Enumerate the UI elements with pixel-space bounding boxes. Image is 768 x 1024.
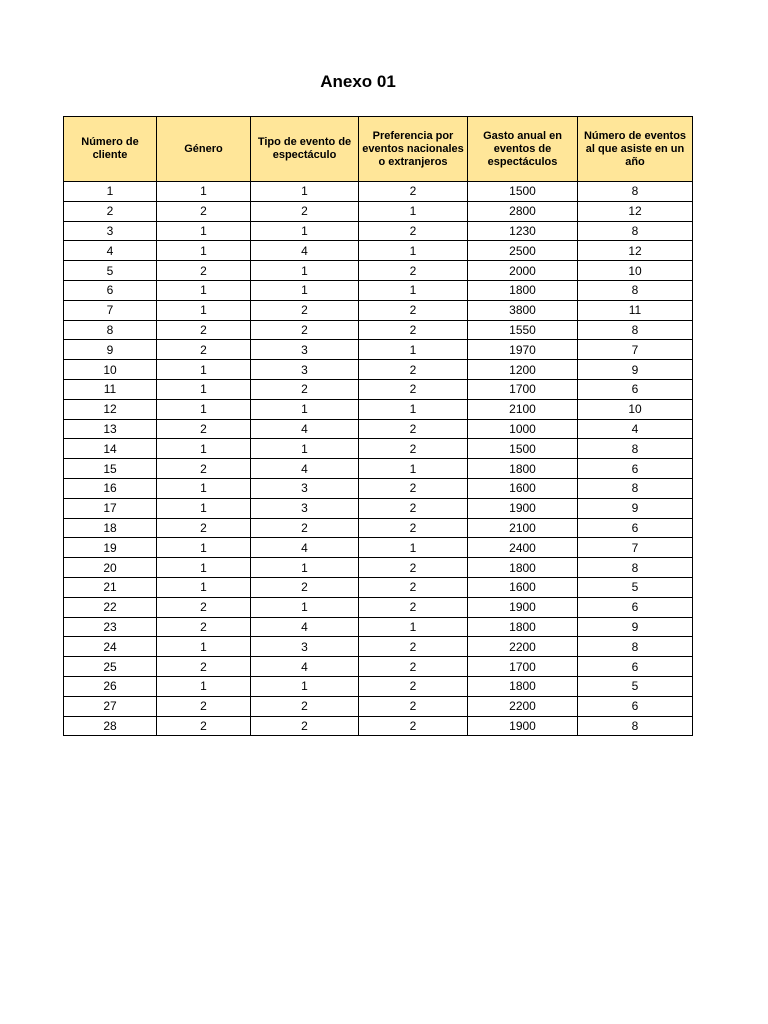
event-type-cell: 2 <box>251 300 359 320</box>
column-header-preference: Preferencia por eventos nacionales o extranjeros <box>359 117 468 182</box>
annual-spend-cell: 1800 <box>468 617 578 637</box>
preference-cell: 2 <box>359 182 468 202</box>
events-per-year-cell: 12 <box>578 241 693 261</box>
client-number-cell: 23 <box>64 617 157 637</box>
client-number-cell: 21 <box>64 577 157 597</box>
annual-spend-cell: 2000 <box>468 261 578 281</box>
preference-cell: 1 <box>359 617 468 637</box>
table-row <box>64 399 693 419</box>
preference-cell: 2 <box>359 637 468 657</box>
event-type-cell: 3 <box>251 360 359 380</box>
table-row <box>64 379 693 399</box>
table-row <box>64 201 693 221</box>
annual-spend-cell: 2200 <box>468 637 578 657</box>
client-number-cell: 24 <box>64 637 157 657</box>
events-per-year-cell: 10 <box>578 261 693 281</box>
gender-cell: 1 <box>157 221 251 241</box>
annual-spend-cell: 1700 <box>468 657 578 677</box>
events-per-year-cell: 8 <box>578 637 693 657</box>
preference-cell: 1 <box>359 399 468 419</box>
event-type-cell: 1 <box>251 221 359 241</box>
events-per-year-cell: 8 <box>578 320 693 340</box>
client-number-cell: 16 <box>64 478 157 498</box>
event-type-cell: 2 <box>251 696 359 716</box>
annual-spend-cell: 1000 <box>468 419 578 439</box>
client-number-cell: 8 <box>64 320 157 340</box>
event-type-cell: 3 <box>251 498 359 518</box>
annual-spend-cell: 1800 <box>468 676 578 696</box>
event-type-cell: 1 <box>251 399 359 419</box>
table-row <box>64 459 693 479</box>
events-per-year-cell: 8 <box>578 439 693 459</box>
table-row <box>64 597 693 617</box>
annual-spend-cell: 2100 <box>468 518 578 538</box>
preference-cell: 1 <box>359 201 468 221</box>
events-per-year-cell: 6 <box>578 518 693 538</box>
annual-spend-cell: 1600 <box>468 577 578 597</box>
annual-spend-cell: 1800 <box>468 558 578 578</box>
client-number-cell: 12 <box>64 399 157 419</box>
gender-cell: 1 <box>157 399 251 419</box>
annual-spend-cell: 1600 <box>468 478 578 498</box>
events-per-year-cell: 4 <box>578 419 693 439</box>
gender-cell: 2 <box>157 419 251 439</box>
table-row <box>64 320 693 340</box>
gender-cell: 1 <box>157 558 251 578</box>
client-number-cell: 15 <box>64 459 157 479</box>
table-row <box>64 538 693 558</box>
table-body <box>64 182 693 736</box>
client-number-cell: 5 <box>64 261 157 281</box>
gender-cell: 1 <box>157 676 251 696</box>
events-per-year-cell: 8 <box>578 182 693 202</box>
table-row <box>64 439 693 459</box>
column-header-annual-spend: Gasto anual en eventos de espectáculos <box>468 117 578 182</box>
preference-cell: 2 <box>359 716 468 736</box>
client-number-cell: 9 <box>64 340 157 360</box>
table-row <box>64 478 693 498</box>
preference-cell: 2 <box>359 419 468 439</box>
preference-cell: 2 <box>359 439 468 459</box>
gender-cell: 1 <box>157 241 251 261</box>
client-number-cell: 20 <box>64 558 157 578</box>
table-row <box>64 716 693 736</box>
gender-cell: 2 <box>157 597 251 617</box>
gender-cell: 2 <box>157 261 251 281</box>
table-row <box>64 280 693 300</box>
events-per-year-cell: 8 <box>578 478 693 498</box>
preference-cell: 2 <box>359 657 468 677</box>
gender-cell: 1 <box>157 439 251 459</box>
gender-cell: 1 <box>157 478 251 498</box>
event-type-cell: 3 <box>251 637 359 657</box>
table-row <box>64 360 693 380</box>
event-type-cell: 1 <box>251 280 359 300</box>
event-type-cell: 2 <box>251 716 359 736</box>
events-per-year-cell: 9 <box>578 360 693 380</box>
event-type-cell: 2 <box>251 518 359 538</box>
client-number-cell: 25 <box>64 657 157 677</box>
table-row <box>64 300 693 320</box>
gender-cell: 1 <box>157 300 251 320</box>
gender-cell: 2 <box>157 518 251 538</box>
annual-spend-cell: 1700 <box>468 379 578 399</box>
preference-cell: 1 <box>359 241 468 261</box>
events-per-year-cell: 7 <box>578 538 693 558</box>
event-type-cell: 2 <box>251 577 359 597</box>
preference-cell: 2 <box>359 597 468 617</box>
annual-spend-cell: 2800 <box>468 201 578 221</box>
events-per-year-cell: 6 <box>578 597 693 617</box>
client-number-cell: 18 <box>64 518 157 538</box>
client-number-cell: 2 <box>64 201 157 221</box>
preference-cell: 2 <box>359 558 468 578</box>
preference-cell: 1 <box>359 538 468 558</box>
table-row <box>64 419 693 439</box>
table-row <box>64 498 693 518</box>
preference-cell: 2 <box>359 696 468 716</box>
gender-cell: 2 <box>157 340 251 360</box>
table-row <box>64 558 693 578</box>
gender-cell: 1 <box>157 577 251 597</box>
table-row <box>64 241 693 261</box>
gender-cell: 2 <box>157 716 251 736</box>
events-per-year-cell: 11 <box>578 300 693 320</box>
client-number-cell: 4 <box>64 241 157 261</box>
annual-spend-cell: 1800 <box>468 459 578 479</box>
events-per-year-cell: 6 <box>578 696 693 716</box>
data-table <box>63 116 693 736</box>
preference-cell: 2 <box>359 498 468 518</box>
annual-spend-cell: 1230 <box>468 221 578 241</box>
event-type-cell: 4 <box>251 538 359 558</box>
events-per-year-cell: 8 <box>578 716 693 736</box>
client-number-cell: 1 <box>64 182 157 202</box>
client-number-cell: 27 <box>64 696 157 716</box>
annual-spend-cell: 2100 <box>468 399 578 419</box>
column-header-gender: Género <box>157 117 251 182</box>
gender-cell: 1 <box>157 498 251 518</box>
event-type-cell: 1 <box>251 261 359 281</box>
client-number-cell: 17 <box>64 498 157 518</box>
events-per-year-cell: 8 <box>578 280 693 300</box>
gender-cell: 2 <box>157 459 251 479</box>
gender-cell: 1 <box>157 280 251 300</box>
preference-cell: 2 <box>359 379 468 399</box>
column-header-event-type: Tipo de evento de espectáculo <box>251 117 359 182</box>
client-number-cell: 3 <box>64 221 157 241</box>
preference-cell: 2 <box>359 261 468 281</box>
column-header-events-per-year: Número de eventos al que asiste en un año <box>578 117 693 182</box>
event-type-cell: 4 <box>251 241 359 261</box>
gender-cell: 2 <box>157 657 251 677</box>
table-row <box>64 617 693 637</box>
event-type-cell: 2 <box>251 379 359 399</box>
events-per-year-cell: 6 <box>578 379 693 399</box>
preference-cell: 2 <box>359 360 468 380</box>
client-number-cell: 6 <box>64 280 157 300</box>
client-number-cell: 10 <box>64 360 157 380</box>
client-number-cell: 28 <box>64 716 157 736</box>
table-row <box>64 637 693 657</box>
client-number-cell: 19 <box>64 538 157 558</box>
event-type-cell: 1 <box>251 439 359 459</box>
table-row <box>64 221 693 241</box>
preference-cell: 1 <box>359 340 468 360</box>
events-per-year-cell: 10 <box>578 399 693 419</box>
gender-cell: 2 <box>157 201 251 221</box>
annual-spend-cell: 3800 <box>468 300 578 320</box>
client-number-cell: 13 <box>64 419 157 439</box>
events-per-year-cell: 5 <box>578 577 693 597</box>
gender-cell: 1 <box>157 360 251 380</box>
event-type-cell: 1 <box>251 558 359 578</box>
preference-cell: 2 <box>359 320 468 340</box>
annual-spend-cell: 2400 <box>468 538 578 558</box>
client-number-cell: 7 <box>64 300 157 320</box>
event-type-cell: 4 <box>251 657 359 677</box>
gender-cell: 1 <box>157 182 251 202</box>
event-type-cell: 1 <box>251 182 359 202</box>
annual-spend-cell: 2200 <box>468 696 578 716</box>
client-number-cell: 22 <box>64 597 157 617</box>
annual-spend-cell: 1970 <box>468 340 578 360</box>
preference-cell: 1 <box>359 280 468 300</box>
table-row <box>64 340 693 360</box>
client-number-cell: 11 <box>64 379 157 399</box>
annual-spend-cell: 1500 <box>468 439 578 459</box>
events-per-year-cell: 6 <box>578 459 693 479</box>
preference-cell: 2 <box>359 577 468 597</box>
events-per-year-cell: 7 <box>578 340 693 360</box>
gender-cell: 2 <box>157 696 251 716</box>
table-row <box>64 577 693 597</box>
event-type-cell: 2 <box>251 201 359 221</box>
annual-spend-cell: 1200 <box>468 360 578 380</box>
gender-cell: 1 <box>157 538 251 558</box>
events-per-year-cell: 5 <box>578 676 693 696</box>
table-row <box>64 261 693 281</box>
event-type-cell: 1 <box>251 597 359 617</box>
table-row <box>64 518 693 538</box>
preference-cell: 2 <box>359 300 468 320</box>
client-number-cell: 14 <box>64 439 157 459</box>
events-per-year-cell: 6 <box>578 657 693 677</box>
table-header-row <box>64 117 693 182</box>
annual-spend-cell: 1550 <box>468 320 578 340</box>
annual-spend-cell: 1900 <box>468 498 578 518</box>
table-row <box>64 696 693 716</box>
event-type-cell: 1 <box>251 676 359 696</box>
gender-cell: 1 <box>157 637 251 657</box>
client-number-cell: 26 <box>64 676 157 696</box>
page-title: Anexo 01 <box>320 72 396 91</box>
annual-spend-cell: 1900 <box>468 716 578 736</box>
events-per-year-cell: 12 <box>578 201 693 221</box>
events-per-year-cell: 8 <box>578 221 693 241</box>
preference-cell: 2 <box>359 478 468 498</box>
annual-spend-cell: 1900 <box>468 597 578 617</box>
event-type-cell: 3 <box>251 340 359 360</box>
annual-spend-cell: 1800 <box>468 280 578 300</box>
events-per-year-cell: 8 <box>578 558 693 578</box>
preference-cell: 2 <box>359 518 468 538</box>
event-type-cell: 4 <box>251 419 359 439</box>
gender-cell: 1 <box>157 379 251 399</box>
event-type-cell: 4 <box>251 459 359 479</box>
preference-cell: 1 <box>359 459 468 479</box>
gender-cell: 2 <box>157 617 251 637</box>
event-type-cell: 3 <box>251 478 359 498</box>
column-header-client-number: Número de cliente <box>64 117 157 182</box>
annual-spend-cell: 1500 <box>468 182 578 202</box>
gender-cell: 2 <box>157 320 251 340</box>
table-row <box>64 676 693 696</box>
events-per-year-cell: 9 <box>578 498 693 518</box>
event-type-cell: 4 <box>251 617 359 637</box>
table-row <box>64 657 693 677</box>
table-row <box>64 182 693 202</box>
event-type-cell: 2 <box>251 320 359 340</box>
preference-cell: 2 <box>359 676 468 696</box>
events-per-year-cell: 9 <box>578 617 693 637</box>
preference-cell: 2 <box>359 221 468 241</box>
annual-spend-cell: 2500 <box>468 241 578 261</box>
